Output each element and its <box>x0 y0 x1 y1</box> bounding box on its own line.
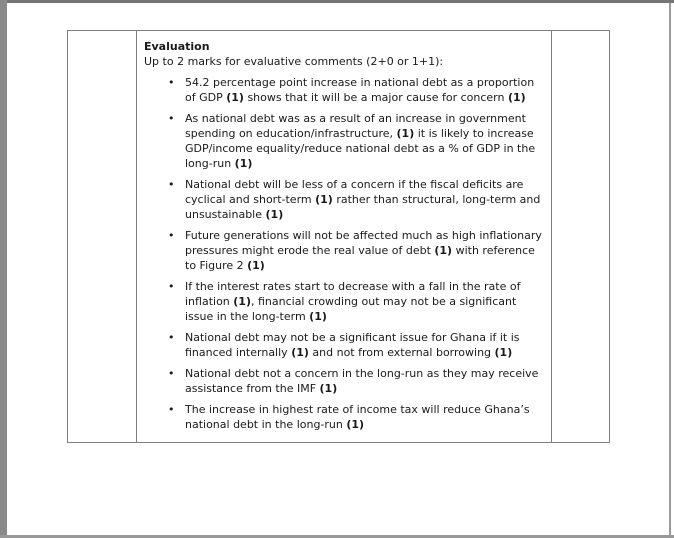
marks-guidance-line: Up to 2 marks for evaluative comments (2+0 or 1+1): <box>144 55 444 68</box>
mark-value: (1) <box>434 244 453 257</box>
bullet-text: National debt not a concern in the long-run as they may receive assistance from the IMF <box>185 367 539 395</box>
question-number-cell-text <box>68 31 136 49</box>
bullet-text: National debt will be less of a concern if the fiscal deficits are cyclical and short-term <box>185 178 524 206</box>
mark-value: (1) <box>226 91 244 104</box>
bullet-text: and not from external borrowing <box>308 346 495 359</box>
bullet-text: 54.2 percentage point increase in national debt as a proportion of GDP <box>185 76 535 104</box>
bullet-text: shows that it will be a major cause for concern <box>243 91 508 104</box>
evaluation-bullet-list <box>144 75 545 432</box>
mark-value: (1) <box>309 310 327 323</box>
mark-value: (1) <box>507 91 526 104</box>
mark-value: (1) <box>265 208 284 221</box>
bullet-text: with reference to Figure 2 <box>185 244 535 272</box>
bullet-text: rather than structural, long-term and unsustainable <box>185 193 541 221</box>
bullet-marker: • <box>168 178 175 191</box>
bullet-item <box>168 75 545 105</box>
mark-value: (1) <box>315 193 333 206</box>
bullet-item <box>168 330 545 360</box>
bullet-item <box>168 279 545 324</box>
page-right-edge-line <box>669 3 671 536</box>
bullet-marker: • <box>168 403 175 416</box>
mark-value: (1) <box>346 418 365 431</box>
bullet-marker: • <box>168 76 175 89</box>
mark-value: (1) <box>234 157 253 170</box>
bullet-marker: • <box>168 112 175 125</box>
mark-value: (1) <box>494 346 513 359</box>
page-left-margin-strip <box>0 0 7 538</box>
table-row <box>68 31 610 443</box>
bullet-text: , financial crowding out may not be a significant issue in the long-term <box>185 295 517 323</box>
bullet-text: The increase in highest rate of income tax will reduce Ghana’s national debt in the long-run <box>185 403 530 431</box>
mark-value: (1) <box>396 127 415 140</box>
mark-scheme-table <box>67 30 610 443</box>
question-number-cell <box>68 31 137 443</box>
bullet-text: National debt may not be a significant issue for Ghana if it is financed internally <box>185 331 520 359</box>
bullet-text: it is likely to increase GDP/income equality/reduce national debt as a % of GDP in the long-run <box>185 127 536 170</box>
bullet-item <box>168 111 545 171</box>
mark-value: (1) <box>247 259 265 272</box>
bullet-marker: • <box>168 229 175 242</box>
marks-cell <box>552 31 610 443</box>
bullet-item <box>168 402 545 432</box>
document-page <box>7 3 669 535</box>
mark-value: (1) <box>319 382 338 395</box>
bullet-item <box>168 228 545 273</box>
section-title: Evaluation <box>144 40 210 53</box>
mark-value: (1) <box>233 295 251 308</box>
bullet-text: Future generations will not be affected much as high inflationary pressures might erode the real value of debt <box>185 229 542 257</box>
bullet-marker: • <box>168 331 175 344</box>
bullet-text: As national debt was as a result of an increase in government spending on education/infrastructure, <box>185 112 526 140</box>
bullet-marker: • <box>168 367 175 380</box>
bullet-marker: • <box>168 280 175 293</box>
bullet-text: If the interest rates start to decrease with a fall in the rate of inflation <box>185 280 521 308</box>
bullet-item <box>168 177 545 222</box>
answer-cell <box>137 31 552 443</box>
marks-cell-text <box>552 31 609 49</box>
mark-value: (1) <box>291 346 309 359</box>
bullet-item <box>168 366 545 396</box>
